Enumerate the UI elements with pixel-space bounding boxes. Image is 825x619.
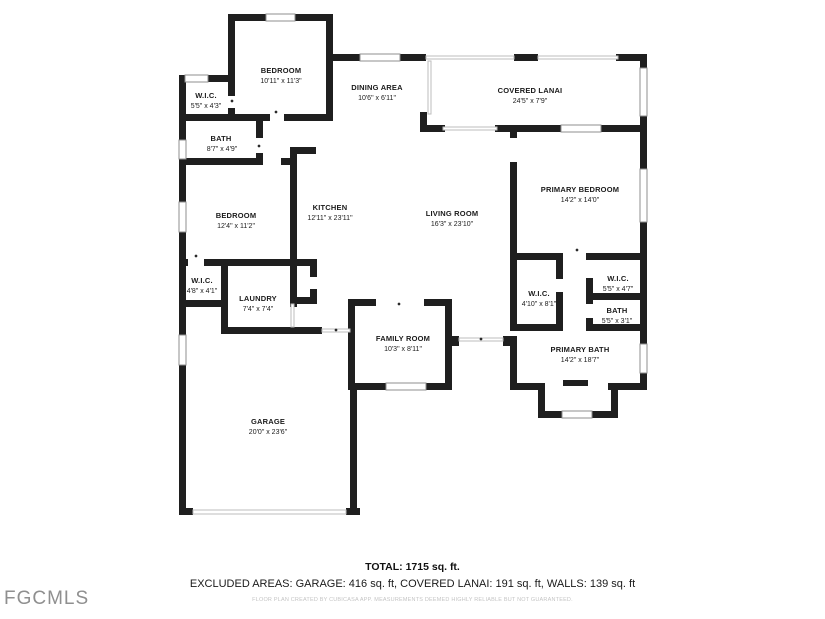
room-label-primary-bedroom xyxy=(541,185,619,204)
room-label-wic-4 xyxy=(522,289,557,308)
fgcmls-watermark: FGCMLS xyxy=(4,588,90,609)
svg-text:5'5" x 4'3": 5'5" x 4'3" xyxy=(190,103,222,110)
svg-text:8'7" x 4'9": 8'7" x 4'9" xyxy=(206,146,238,153)
svg-text:12'4" x 11'2": 12'4" x 11'2" xyxy=(217,223,255,230)
svg-text:FAMILY ROOM: FAMILY ROOM xyxy=(375,334,431,343)
room-label-family-room xyxy=(376,334,430,353)
svg-text:W.I.C.: W.I.C. xyxy=(191,276,213,285)
svg-text:PRIMARY BEDROOM: PRIMARY BEDROOM xyxy=(540,185,620,194)
svg-text:DINING AREA: DINING AREA xyxy=(351,83,403,92)
svg-text:14'2" x 18'7": 14'2" x 18'7" xyxy=(560,357,600,364)
svg-text:LIVING ROOM: LIVING ROOM xyxy=(425,209,479,218)
svg-text:10'11" x 11'3": 10'11" x 11'3" xyxy=(260,78,302,85)
svg-text:16'3" x 23'10": 16'3" x 23'10" xyxy=(430,221,474,228)
svg-text:BEDROOM: BEDROOM xyxy=(215,211,257,220)
svg-text:4'8" x 4'1": 4'8" x 4'1" xyxy=(186,288,218,295)
svg-text:24'5" x 7'9": 24'5" x 7'9" xyxy=(512,98,548,105)
svg-text:PRIMARY BATH: PRIMARY BATH xyxy=(550,345,610,354)
svg-text:W.I.C.: W.I.C. xyxy=(607,274,629,283)
room-label-primary-bath xyxy=(551,345,610,364)
svg-text:12'11" x 23'11": 12'11" x 23'11" xyxy=(307,215,353,222)
room-label-laundry xyxy=(239,294,277,313)
excluded-areas-text: EXCLUDED AREAS: GARAGE: 416 sq. ft, COVERED LANAI: 191 sq. ft, WALLS: 139 sq. ft xyxy=(189,578,636,590)
walls-layer xyxy=(179,14,647,515)
room-label-wic-5 xyxy=(603,274,634,293)
room-label-wic-3 xyxy=(187,276,218,295)
svg-text:KITCHEN: KITCHEN xyxy=(312,203,348,212)
svg-text:14'2" x 14'0": 14'2" x 14'0" xyxy=(560,197,600,204)
room-label-covered-lanai xyxy=(498,86,563,105)
svg-text:20'0" x 23'6": 20'0" x 23'6" xyxy=(248,429,288,436)
svg-text:LAUNDRY: LAUNDRY xyxy=(239,294,277,303)
svg-text:BEDROOM: BEDROOM xyxy=(260,66,302,75)
room-label-dining-area xyxy=(351,83,403,102)
svg-text:4'10" x 8'1": 4'10" x 8'1" xyxy=(521,301,557,308)
room-label-kitchen xyxy=(307,203,353,222)
svg-text:GARAGE: GARAGE xyxy=(250,417,286,426)
room-label-bedroom-1 xyxy=(260,66,302,85)
room-label-living-room xyxy=(426,209,479,228)
room-label-bath-1 xyxy=(207,134,238,153)
svg-text:COVERED LANAI: COVERED LANAI xyxy=(497,86,563,95)
room-label-bath-2 xyxy=(602,306,633,325)
svg-text:W.I.C.: W.I.C. xyxy=(528,289,550,298)
svg-text:10'3" x 8'11": 10'3" x 8'11" xyxy=(384,346,422,353)
svg-text:10'6" x 6'11": 10'6" x 6'11" xyxy=(358,95,396,102)
svg-text:5'5" x 3'1": 5'5" x 3'1" xyxy=(601,318,633,325)
total-area-text: TOTAL: 1715 sq. ft. xyxy=(365,561,460,573)
svg-text:7'4" x 7'4": 7'4" x 7'4" xyxy=(242,306,274,313)
room-label-wic-1 xyxy=(191,91,222,110)
svg-text:5'5" x 4'7": 5'5" x 4'7" xyxy=(602,286,634,293)
room-label-garage xyxy=(249,417,288,436)
svg-text:BATH: BATH xyxy=(210,134,232,143)
room-label-bedroom-2 xyxy=(216,211,257,230)
svg-text:W.I.C.: W.I.C. xyxy=(195,91,217,100)
disclaimer-text: FLOOR PLAN CREATED BY CUBICASA APP. MEASUREMENTS DEEMED HIGHLY RELIABLE BUT NOT GUARANTEED. xyxy=(252,597,573,603)
svg-text:BATH: BATH xyxy=(606,306,628,315)
